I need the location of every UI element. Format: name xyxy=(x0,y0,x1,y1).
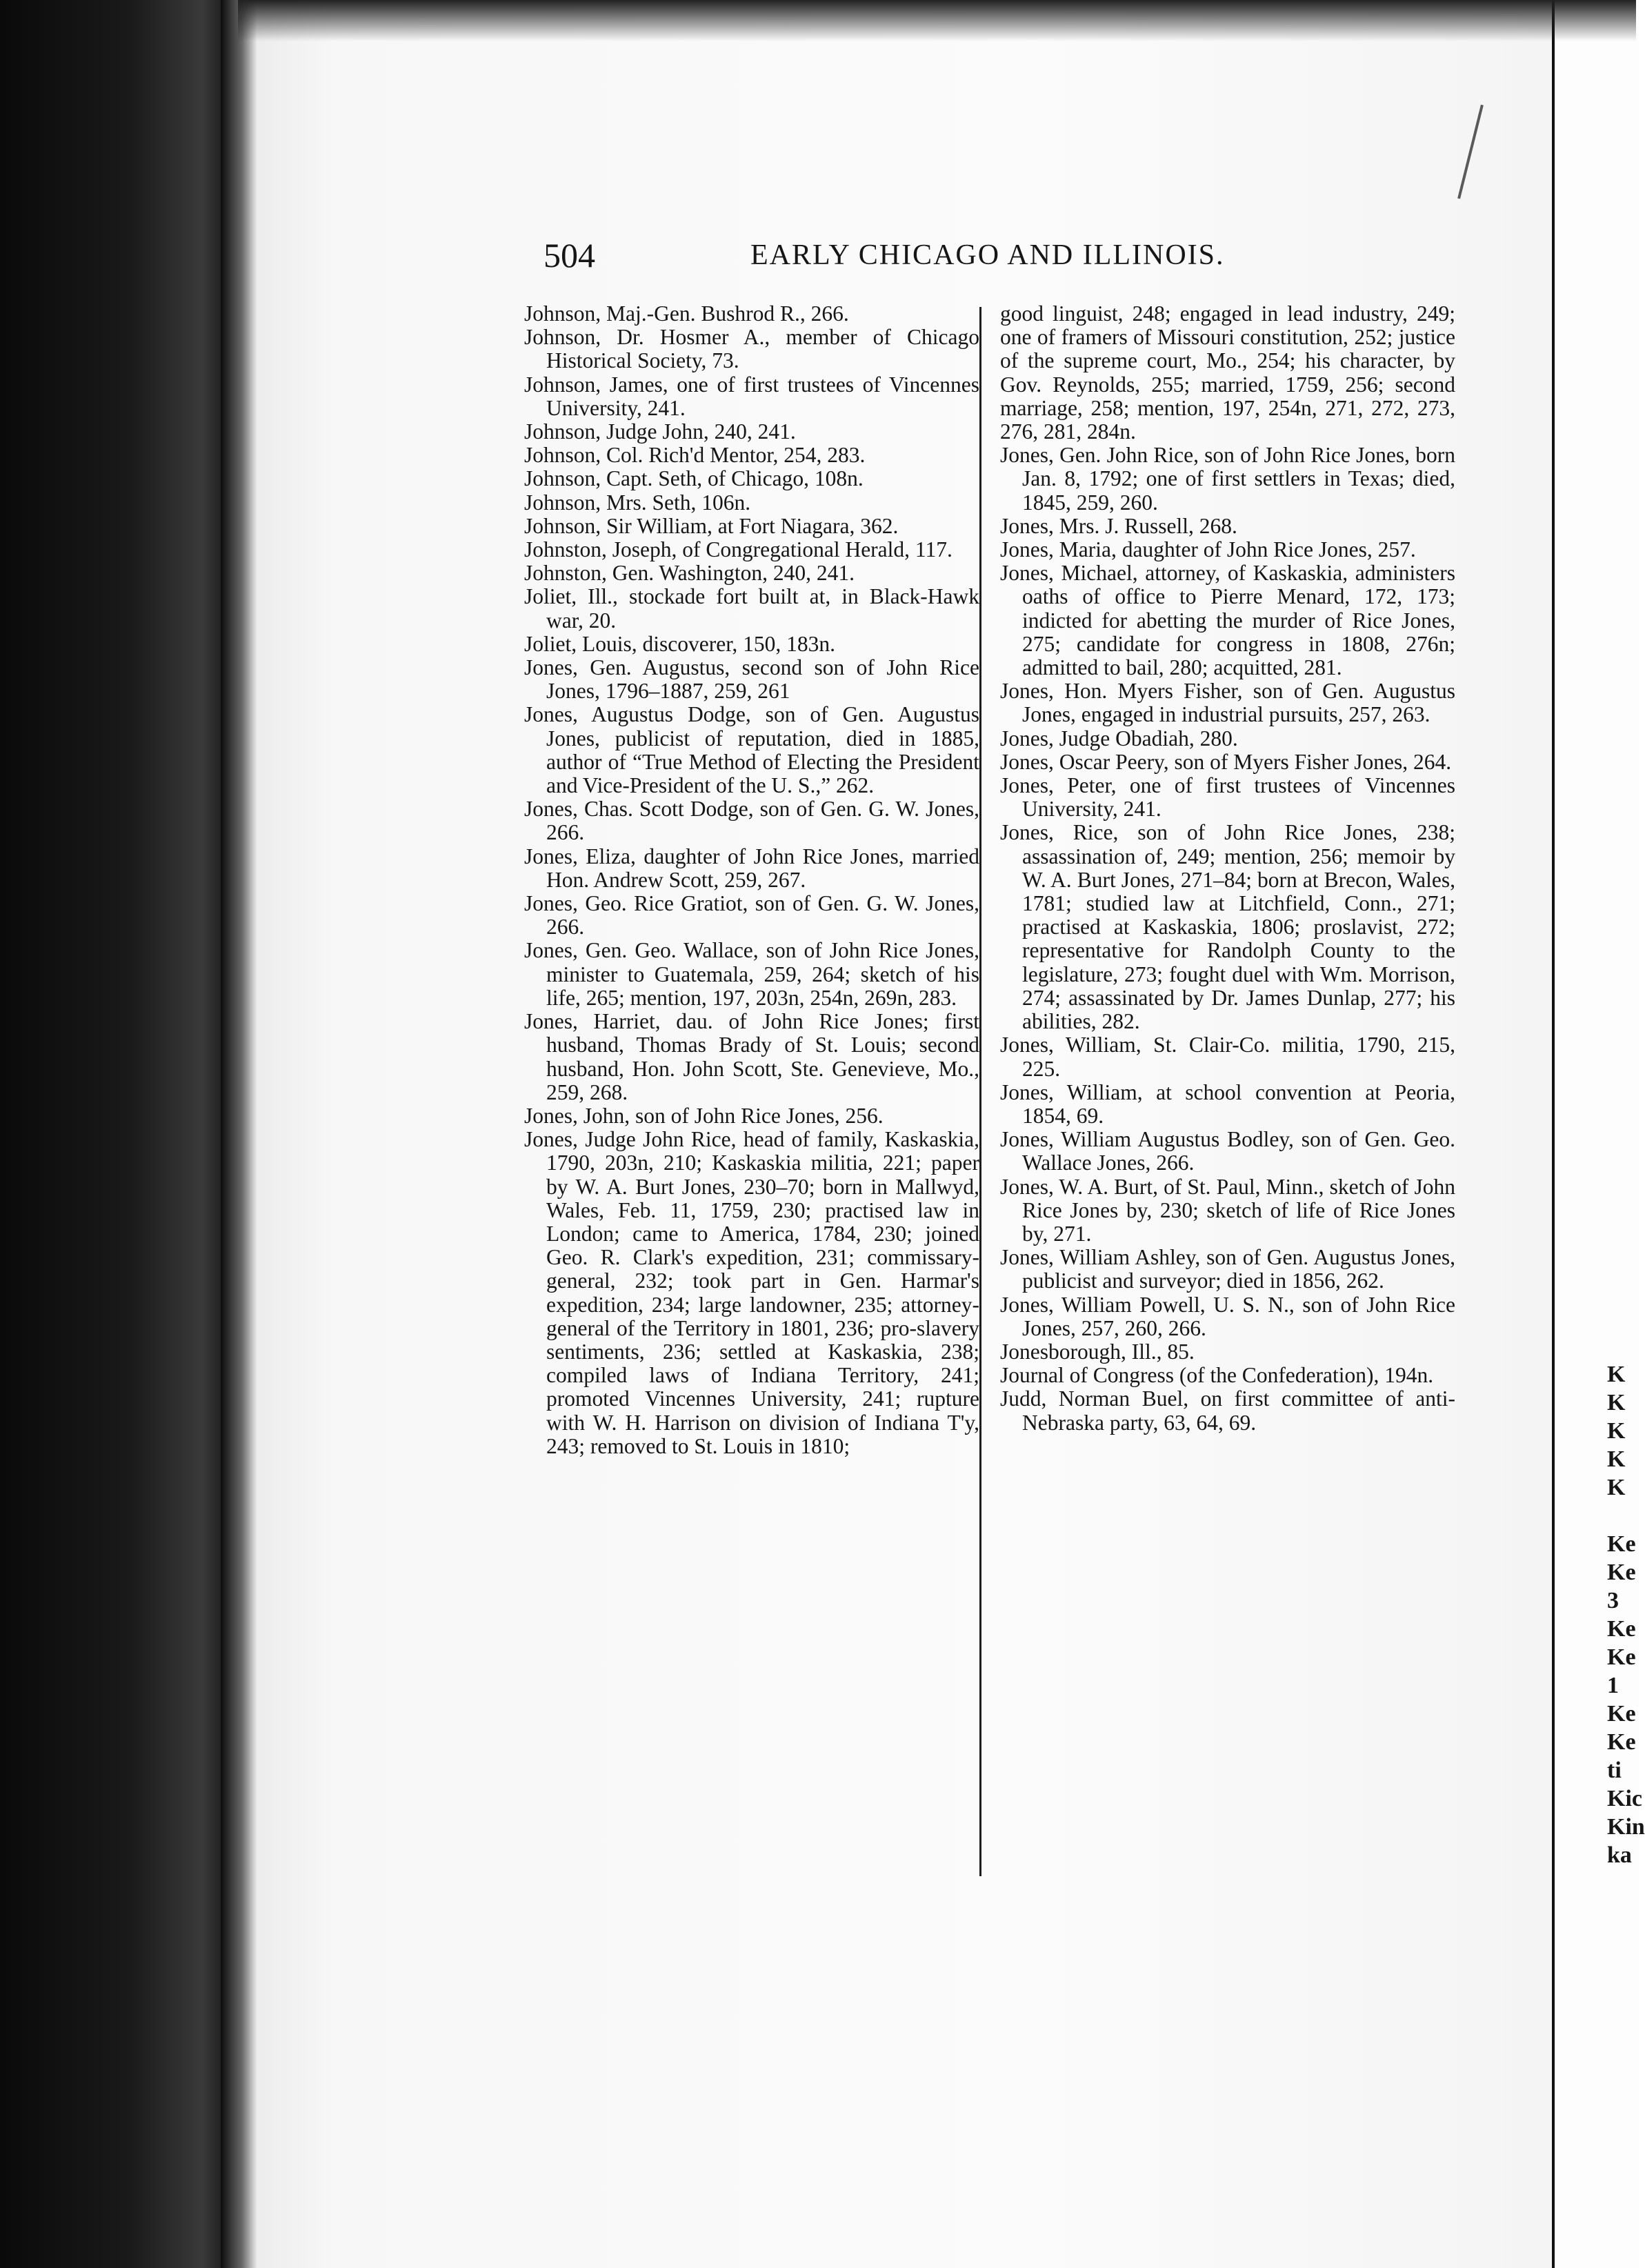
index-entry: Jones, Peter, one of first trustees of Vincennes University, 241. xyxy=(1000,773,1455,822)
margin-fragment: Ke xyxy=(1607,1560,1636,1585)
index-entry: Jones, Harriet, dau. of John Rice Jones; first husband, Thomas Brady of St. Louis; second husband, Hon. John Scott, Ste. Genevieve, Mo., 259, 268. xyxy=(524,1009,979,1104)
margin-fragment: ka xyxy=(1607,1842,1632,1868)
index-entry: Johnson, Capt. Seth, of Chicago, 108n. xyxy=(524,466,864,491)
index-entry: Jones, William Ashley, son of Gen. Augustus Jones, publicist and surveyor; died in 1856, 262. xyxy=(1000,1245,1455,1293)
index-entry: Jones, Judge John Rice, head of family, Kaskaskia, 1790, 203n, 210; Kaskaskia militia, 221; paper by W. A. Burt Jones, 230–70; born in Mallwyd, Wales, Feb. 11, 1759, 230; practised law in London; came to America, 1784, 230; joined Geo. R. Clark's expedition, 231; commissary-general, 232; took part in Gen. Harmar's expedition, 234; large landowner, 235; attorney-general of the Territory in 1801, 236; pro-slavery sentiments, 236; settled at Kaskaskia, 238; compiled laws of Indiana Territory, 241; promoted Vincennes University, 241; rupture with W. H. Harrison on division of Indiana T'y, 243; removed to St. Louis in 1810; xyxy=(524,1127,979,1458)
index-entry: Joliet, Louis, discoverer, 150, 183n. xyxy=(524,631,836,656)
index-entry: Johnston, Gen. Washington, 240, 241. xyxy=(524,561,855,586)
index-entry: Jones, Rice, son of John Rice Jones, 238; assassination of, 249; mention, 256; memoir by W. A. Burt Jones, 271–84; born at Brecon, Wales, 1781; studied law at Litchfield, Conn., 271; practised at Kaskaskia, 1806; proslavist, 272; representative for Randolph County to the legislature, 273; fought duel with Wm. Morrison, 274; assassinated by Dr. James Dunlap, 277; his abilities, 282. xyxy=(1000,820,1455,1034)
index-entry: Johnston, Joseph, of Congregational Herald, 117. xyxy=(524,537,953,562)
index-entry: Journal of Congress (of the Confederation), 194n. xyxy=(1000,1363,1434,1388)
index-entry: Johnson, Sir William, at Fort Niagara, 362. xyxy=(524,513,899,538)
margin-fragment: Kin xyxy=(1607,1814,1645,1840)
index-entry: Johnson, James, one of first trustees of Vincennes University, 241. xyxy=(524,372,979,420)
running-title: EARLY CHICAGO AND ILLINOIS. xyxy=(750,239,1225,271)
margin-fragment: K xyxy=(1607,1418,1626,1444)
index-entry: Jones, John, son of John Rice Jones, 256. xyxy=(524,1103,884,1128)
index-entry: Jones, Maria, daughter of John Rice Jones, 257. xyxy=(1000,537,1416,562)
index-entry: Jones, Geo. Rice Gratiot, son of Gen. G. W. Jones, 266. xyxy=(524,891,979,939)
running-header xyxy=(544,231,1254,279)
index-entry: Jones, William Powell, U. S. N., son of John Rice Jones, 257, 260, 266. xyxy=(1000,1292,1455,1340)
index-entry: Jones, Gen. Augustus, second son of John Rice Jones, 1796–1887, 259, 261 xyxy=(524,655,979,704)
book-spine-shadow xyxy=(0,0,238,2268)
margin-fragment: K xyxy=(1607,1446,1626,1472)
margin-fragment: 1 xyxy=(1607,1673,1619,1698)
index-entry: good linguist, 248; engaged in lead industry, 249; one of framers of Missouri constitution, 252; justice of the supreme court, Mo., 254; his character, by Gov. Reynolds, 255; married, 1759, 256; second marriage, 258; mention, 197, 254n, 271, 272, 273, 276, 281, 284n. xyxy=(1000,301,1455,444)
index-entry: Johnson, Mrs. Seth, 106n. xyxy=(524,490,751,515)
margin-fragment: 3 xyxy=(1607,1588,1619,1613)
margin-fragment: ti xyxy=(1607,1758,1622,1783)
column-divider xyxy=(979,307,981,1876)
margin-fragment: Ke xyxy=(1607,1616,1636,1642)
margin-fragment xyxy=(1607,1502,1636,1530)
index-entry: Jones, William Augustus Bodley, son of Gen. Geo. Wallace Jones, 266. xyxy=(1000,1127,1455,1175)
index-entry: Joliet, Ill., stockade fort built at, in Black-Hawk war, 20. xyxy=(524,584,979,633)
index-entry: Jones, William, St. Clair-Co. militia, 1790, 215, 225. xyxy=(1000,1033,1455,1081)
margin-fragment: K xyxy=(1607,1362,1626,1387)
top-edge-shadow xyxy=(238,0,1636,41)
index-column-right xyxy=(1000,302,1455,1435)
index-entry: Jones, Augustus Dodge, son of Gen. Augustus Jones, publicist of reputation, died in 1885, author of “True Method of Electing the President and Vice-President of the U. S.,” 262. xyxy=(524,702,979,798)
index-entry: Jones, Oscar Peery, son of Myers Fisher Jones, 264. xyxy=(1000,749,1452,774)
page-gutter xyxy=(221,0,257,2268)
margin-fragment: K xyxy=(1607,1475,1626,1500)
page-number: 504 xyxy=(544,236,595,275)
index-entry: Johnson, Col. Rich'd Mentor, 254, 283. xyxy=(524,443,866,468)
index-entry: Jones, Michael, attorney, of Kaskaskia, administers oaths of office to Pierre Menard, 172, 173; indicted for abetting the murder of Rice Jones, 275; candidate for congress in 1808, 276n; admitted to bail, 280; acquitted, 281. xyxy=(1000,561,1455,680)
margin-fragment: Ke xyxy=(1607,1531,1636,1557)
margin-fragment: Ke xyxy=(1607,1701,1636,1727)
index-column-left xyxy=(524,302,979,1458)
index-entry: Jones, Judge Obadiah, 280. xyxy=(1000,726,1238,750)
index-entry: Jones, Hon. Myers Fisher, son of Gen. Augustus Jones, engaged in industrial pursuits, 257, 263. xyxy=(1000,679,1455,727)
index-entry: Johnson, Maj.-Gen. Bushrod R., 266. xyxy=(524,301,849,326)
facing-page-text-fragments xyxy=(1607,1360,1645,1869)
index-entry: Jones, W. A. Burt, of St. Paul, Minn., sketch of John Rice Jones by, 230; sketch of life of Rice Jones by, 271. xyxy=(1000,1174,1455,1246)
margin-fragment: Ke xyxy=(1607,1644,1636,1670)
margin-fragment: Ke xyxy=(1607,1729,1636,1755)
margin-fragment: K xyxy=(1607,1390,1626,1415)
margin-fragment: Kic xyxy=(1607,1786,1642,1811)
index-entry: Jones, William, at school convention at Peoria, 1854, 69. xyxy=(1000,1080,1455,1128)
index-entry: Jonesborough, Ill., 85. xyxy=(1000,1339,1195,1364)
index-entry: Judd, Norman Buel, on first committee of anti-Nebraska party, 63, 64, 69. xyxy=(1000,1386,1455,1435)
index-entry: Jones, Gen. John Rice, son of John Rice Jones, born Jan. 8, 1792; one of first settlers in Texas; died, 1845, 259, 260. xyxy=(1000,443,1455,515)
index-entry: Jones, Mrs. J. Russell, 268. xyxy=(1000,513,1237,538)
index-entry: Johnson, Dr. Hosmer A., member of Chicago Historical Society, 73. xyxy=(524,325,979,373)
index-entry: Jones, Gen. Geo. Wallace, son of John Rice Jones, minister to Guatemala, 259, 264; sketch of his life, 265; mention, 197, 203n, 254n, 269n, 283. xyxy=(524,938,979,1010)
index-entry: Jones, Chas. Scott Dodge, son of Gen. G. W. Jones, 266. xyxy=(524,797,979,845)
facing-page-edge xyxy=(1552,0,1645,2268)
index-entry: Johnson, Judge John, 240, 241. xyxy=(524,419,796,444)
index-entry: Jones, Eliza, daughter of John Rice Jones, married Hon. Andrew Scott, 259, 267. xyxy=(524,844,979,892)
